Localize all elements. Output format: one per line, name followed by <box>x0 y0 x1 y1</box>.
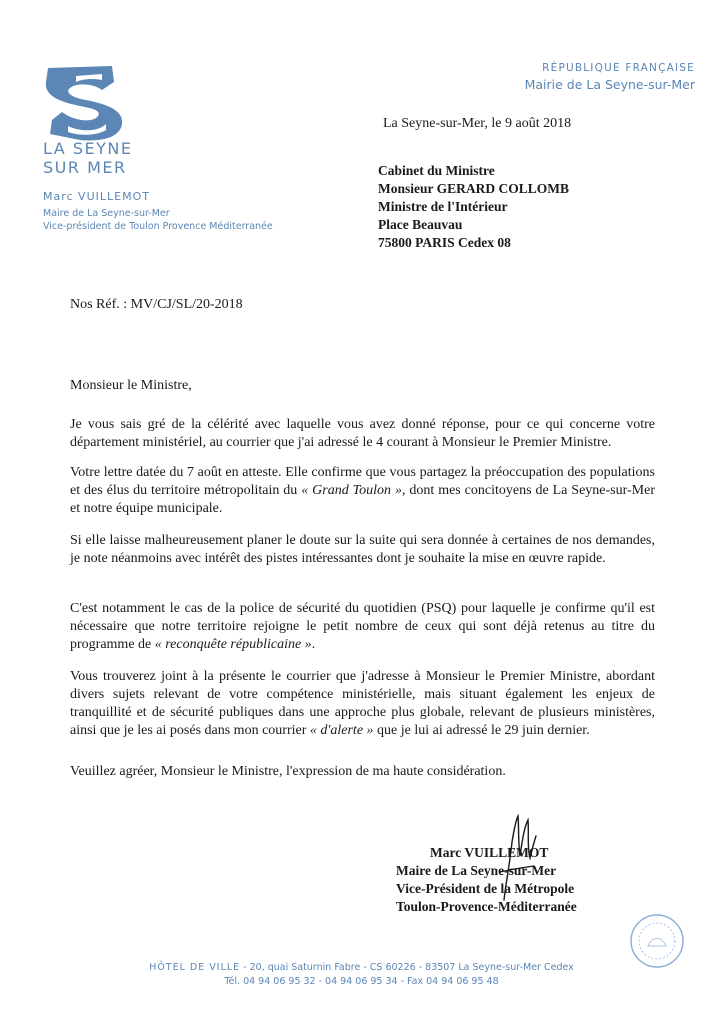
letterhead-mayor-name: Marc VUILLEMOT <box>43 190 150 203</box>
paragraph-2-text-end: , dont mes concitoyens de La Seyne-sur-Mer et notre équipe municipale. <box>70 483 656 516</box>
signature-block <box>396 844 577 916</box>
republique-francaise: RÉPUBLIQUE FRANÇAISE <box>542 62 695 74</box>
recipient-address <box>378 162 569 252</box>
recipient-line: Cabinet du Ministre <box>378 163 495 178</box>
footer-address: - 20, quai Saturnin Fabre - CS 60226 - 83507 La Seyne-sur-Mer Cedex <box>240 962 574 973</box>
republique-header <box>525 62 695 92</box>
signatory-name: Marc VUILLEMOT <box>430 845 549 860</box>
letter-footer <box>0 961 723 989</box>
paragraph-2-emphasis: « Grand Toulon » <box>301 483 402 498</box>
footer-hotel-de-ville: HÔTEL DE VILLE <box>149 962 241 973</box>
city-name <box>43 139 163 177</box>
paragraph-2 <box>70 464 655 518</box>
footer-address-line <box>0 961 723 975</box>
city-name-line2: SUR MER <box>43 158 127 177</box>
mayor-title-line2: Vice-président de Toulon Provence Méditerranée <box>43 221 273 232</box>
recipient-line: Place Beauvau <box>378 217 463 232</box>
salutation: Monsieur le Ministre, <box>70 378 192 393</box>
footer-phones: Tél. 04 94 06 95 32 - 04 94 06 95 34 - Fax 04 94 06 95 48 <box>224 976 499 987</box>
paragraph-4-emphasis: « reconquête républicaine » <box>154 637 312 652</box>
paragraph-5-text: Vous trouverez joint à la présente le courrier que j'adresse à Monsieur le Premier Ministre, abordant divers sujets relevant de votre compétence ministérielle, mais situant également les enjeux de tranquillité et de sécurité publiques dans une approche plus globale, relevant de plusieurs ministères, ainsi que je les ai posés dans mon courrier <box>70 669 655 738</box>
mairie-label: Mairie de La Seyne-sur-Mer <box>524 77 695 92</box>
paragraph-3: Si elle laisse malheureusement planer le doute sur la suite qui sera donnée à certaines de nos demandes, je note néanmoins avec intérêt des pistes intéressantes dont je souhaite la mise en œuvre rapide. <box>70 533 655 566</box>
paragraph-4 <box>70 600 655 654</box>
paragraph-5 <box>70 668 655 740</box>
recipient-line: Monsieur GERARD COLLOMB <box>378 181 570 196</box>
letter-date: La Seyne-sur-Mer, le 9 août 2018 <box>383 116 572 131</box>
closing-formula: Veuillez agréer, Monsieur le Ministre, l'expression de ma haute considération. <box>70 764 506 779</box>
recipient-line: Ministre de l'Intérieur <box>378 199 508 214</box>
signatory-title: Toulon-Provence-Méditerranée <box>396 899 577 914</box>
city-name-line1: LA SEYNE <box>43 139 133 158</box>
signatory-title: Maire de La Seyne-sur-Mer <box>396 863 557 878</box>
paragraph-2-text: Votre lettre datée du 7 août en atteste. Elle confirme que vous partagez la préoccupation des populations et des élus du territoire métropolitain du <box>70 465 655 498</box>
letterhead-mayor-title <box>43 207 273 233</box>
recipient-line: 75800 PARIS Cedex 08 <box>378 235 511 250</box>
signatory-title: Vice-Président de la Métropole <box>396 881 575 896</box>
paragraph-5-text-end: que je lui ai adressé le 29 juin dernier. <box>373 723 590 738</box>
mayor-title-line1: Maire de La Seyne-sur-Mer <box>43 208 170 219</box>
paragraph-1: Je vous sais gré de la célérité avec laquelle vous avez donné réponse, pour ce qui concerne votre département ministériel, au courrier que j'ai adressé le 4 courant à Monsieur le Premier Ministre. <box>70 417 655 450</box>
reference-number: Nos Réf. : MV/CJ/SL/20-2018 <box>70 297 243 312</box>
paragraph-5-emphasis: « d'alerte » <box>309 723 374 738</box>
paragraph-4-text-end: . <box>311 637 316 652</box>
la-seyne-s-logo-icon <box>40 62 130 142</box>
paragraph-4-text: C'est notamment le cas de la police de sécurité du quotidien (PSQ) pour laquelle je confirme qu'il est nécessaire que notre territoire rejoigne le petit nombre de ceux qui sont déjà retenus au titre du programme de <box>70 601 655 652</box>
